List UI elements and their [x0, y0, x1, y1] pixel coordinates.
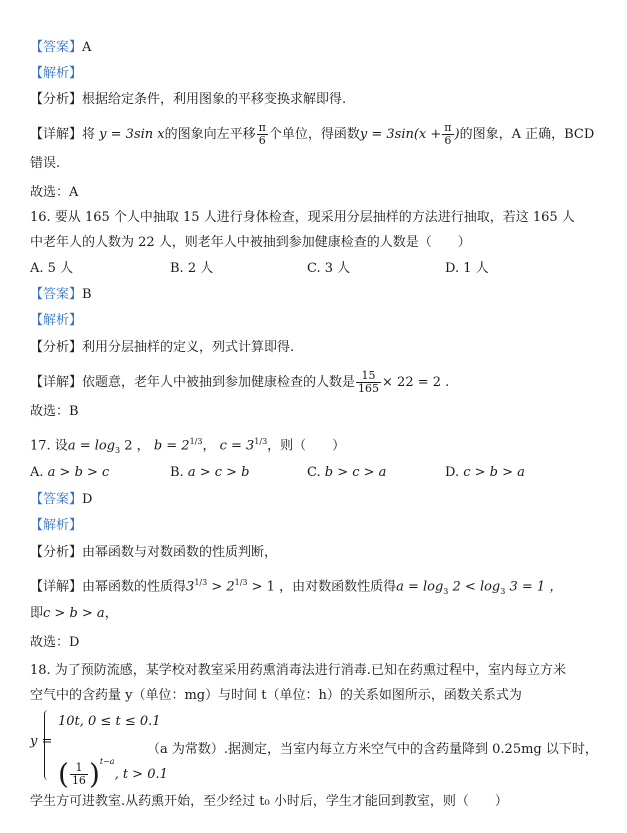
superscript: 1/3	[234, 578, 248, 587]
conclusion-16: 故选：B	[30, 404, 79, 419]
option-a	[30, 463, 109, 483]
answer-tag: 【答案】	[30, 492, 83, 507]
answer-value: B	[82, 287, 92, 302]
subscript: 3	[500, 586, 506, 596]
fenxi-tag: 【分析】	[30, 92, 83, 107]
question-18-note: （a 为常数）.据测定，当室内每立方米空气中的含药量降到 0.25mg 以下时，	[147, 742, 598, 757]
math-expr: a = log	[396, 579, 444, 595]
xiangjie-tag: 【详解】	[30, 579, 83, 595]
superscript: 1/3	[189, 437, 203, 446]
text: 的图象向左平移	[164, 127, 256, 142]
analysis-15	[30, 64, 82, 86]
fraction	[70, 762, 88, 787]
math-expr: y = 3sin(x +	[359, 127, 442, 142]
text-line: 错误.	[30, 156, 61, 171]
analysis-17	[30, 516, 82, 538]
fenxi-16	[30, 338, 294, 360]
math-expr: a > c > b	[187, 465, 250, 480]
option-label: A.	[30, 465, 44, 480]
math-expr: b = 2	[153, 438, 190, 454]
math-expr: , t > 0.1	[114, 767, 168, 782]
option-label: B.	[170, 465, 184, 480]
fraction	[356, 370, 381, 395]
option-b	[170, 463, 250, 483]
answer-16	[30, 285, 92, 307]
frac-num: π	[444, 121, 452, 134]
math-expr: c > b > a	[463, 465, 525, 480]
math-expr: 3 = 1 ，	[505, 579, 563, 595]
question-18-line3: 学生方可进教室.从药熏开始，至少经过 t₀ 小时后，学生才能回到教室，则（ ）	[30, 794, 508, 809]
math-expr: )	[454, 127, 460, 142]
option-a: A. 5 人	[30, 261, 74, 276]
math-expr: 2	[226, 579, 235, 595]
answer-15	[30, 38, 91, 60]
text: 即	[30, 606, 44, 621]
question-16-line1: 16. 要从 165 个人中抽取 15 人进行身体检查，现采用分层抽样的方法进行抽取，若这 165 人	[30, 210, 575, 225]
frac-den: 16	[71, 774, 86, 787]
option-label: C.	[307, 465, 321, 480]
text: 的图象，A 正确，BCD	[459, 127, 595, 142]
option-d: D. 1 人	[445, 261, 489, 276]
frac-den: 6	[444, 134, 452, 147]
frac-den: 6	[258, 134, 266, 147]
text: ，	[104, 606, 118, 621]
paren: (	[58, 757, 69, 791]
question-16-line2: 中老年人的人数为 22 人，则老年人中被抽到参加健康检查的人数是（ ）	[30, 235, 471, 250]
fenxi-text: 利用分层抽样的定义，列式计算即得.	[82, 340, 295, 355]
fenxi-tag: 【分析】	[30, 545, 83, 560]
option-c	[307, 463, 386, 483]
analysis-tag: 【解析】	[30, 313, 83, 328]
superscript: 1/3	[254, 437, 268, 446]
fenxi-text: 根据给定条件，利用图象的平移变换求解即得.	[82, 92, 347, 107]
analysis-16	[30, 311, 82, 333]
fenxi-text: 由幂函数与对数函数的性质判断，	[82, 545, 278, 560]
math-expr: c = 3	[219, 438, 255, 454]
answer-17	[30, 490, 92, 512]
xiangjie-15	[30, 121, 595, 147]
xiangjie-16	[30, 369, 450, 395]
text: 依题意，老年人中被抽到参加健康检查的人数是	[82, 375, 356, 390]
conclusion-17: 故选：D	[30, 635, 80, 650]
question-18-line1: 18. 为了预防流感，某学校对教室采用药熏消毒法进行消毒.已知在药熏过程中，室内每立方米	[30, 663, 566, 678]
piecewise-brace	[44, 710, 53, 780]
math-expr: 3	[186, 579, 195, 595]
analysis-tag: 【解析】	[30, 66, 83, 81]
math-expr: c > b > a	[43, 606, 105, 621]
text: 2 ，	[120, 438, 150, 454]
option-label: D.	[445, 465, 460, 480]
frac-den: 165	[358, 382, 380, 395]
paren: )	[88, 757, 100, 791]
subscript: 3	[115, 445, 121, 455]
ji-17	[30, 604, 118, 626]
superscript: t−a	[99, 757, 115, 766]
xiangjie-tag: 【详解】	[30, 375, 83, 390]
math-expr: 2 < log	[448, 579, 501, 595]
piecewise-case-1	[58, 712, 161, 734]
question-18-line2: 空气中的含药量 y（单位：mg）与时间 t（单位：h）的关系如图所示，函数关系式为	[30, 688, 522, 703]
superscript: 1/3	[194, 578, 208, 587]
math-expr: y =	[30, 734, 53, 749]
fenxi-tag: 【分析】	[30, 340, 83, 355]
fraction	[442, 122, 453, 147]
frac-num: π	[258, 121, 266, 134]
frac-num: 1	[70, 762, 88, 775]
answer-tag: 【答案】	[30, 40, 83, 55]
option-c: C. 3 人	[307, 261, 351, 276]
fenxi-15	[30, 90, 346, 112]
math-expr: a > b > c	[47, 465, 110, 480]
math-expr: b > c > a	[324, 465, 387, 480]
text: ，则（ ）	[267, 438, 346, 454]
answer-value: A	[82, 40, 92, 55]
frac-num: 15	[356, 370, 381, 383]
text: 将	[82, 127, 96, 142]
text: 17. 设	[30, 438, 68, 454]
text: × 22 = 2 .	[382, 375, 450, 390]
option-b: B. 2 人	[170, 261, 214, 276]
answer-value: D	[82, 492, 93, 507]
math-expr: 10t, 0 ≤ t ≤ 0.1	[58, 714, 161, 729]
conclusion-15: 故选：A	[30, 185, 79, 200]
math-expr: y = 3sin x	[99, 127, 165, 142]
math-expr: a = log	[67, 438, 116, 454]
question-17: 17. 设$a = \log_3 2$ ， $b = 2^{1/3}$， $c = 3^{1/3}$，则（ ）	[30, 437, 346, 455]
question-17-options	[30, 463, 590, 485]
analysis-tag: 【解析】	[30, 518, 83, 533]
math-expr: >	[207, 579, 227, 595]
fraction	[257, 122, 268, 147]
xiangjie-tag: 【详解】	[30, 127, 83, 142]
text: 个单位，得函数	[268, 127, 360, 142]
option-d	[445, 463, 525, 483]
text: 由幂函数的性质得	[82, 579, 187, 595]
fenxi-17	[30, 543, 277, 565]
subscript: 3	[443, 586, 449, 596]
xiangjie-17	[30, 573, 562, 595]
question-16-options	[30, 259, 590, 281]
text: > 1 ，由对数函数性质得	[247, 579, 397, 595]
answer-tag: 【答案】	[30, 287, 83, 302]
